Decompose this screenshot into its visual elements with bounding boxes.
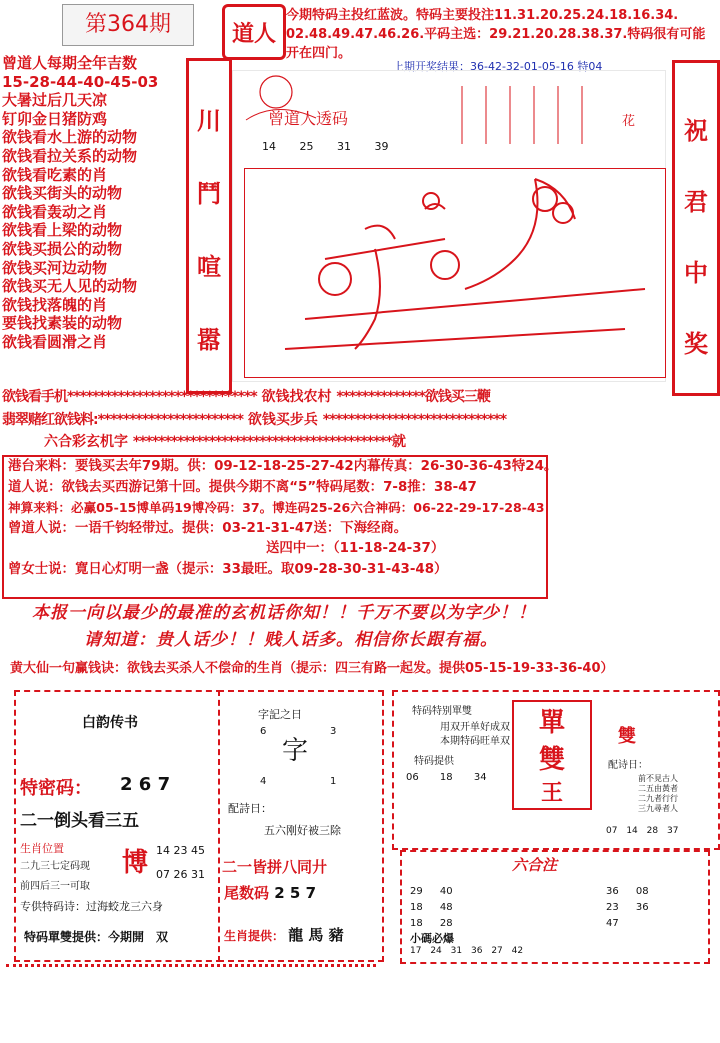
small-number: 31: [450, 946, 463, 956]
left-line: 要钱找素装的动物: [2, 314, 123, 333]
bottom-numbers: [606, 826, 678, 836]
info-line: 神算来料：必赢05-15博单码19博冷码：37。博连码25-26六合神码：06-22-29-17-28-43: [8, 500, 545, 515]
provide-number: 06: [406, 772, 419, 783]
center-number: 31: [337, 140, 351, 153]
provide-number: 18: [439, 772, 453, 783]
bo-char: 博: [122, 848, 149, 878]
info-box: [2, 455, 558, 599]
riddle-line-part: 翡翠赌红欲钱料:***********************: [2, 412, 243, 428]
grid-number: 23: [606, 902, 619, 913]
zodiac-value: 龍 馬 豬: [288, 926, 344, 944]
riddle-line-part: *****************************************就: [132, 434, 406, 450]
riddle-line-part: *****************************: [322, 412, 507, 428]
grid-number: 36: [606, 886, 619, 897]
small-number: 42: [511, 946, 524, 956]
panel-title: 特码特别單雙: [412, 706, 472, 717]
scroll-char: 喧: [197, 253, 221, 281]
scroll-char: 鬥: [197, 180, 221, 208]
poem-label: 配诗日：: [608, 760, 648, 771]
poem-label: 配詩日：: [228, 802, 272, 815]
grid-number: 18: [410, 918, 423, 929]
left-line: 15-28-44-40-45-03: [2, 72, 159, 91]
bottom-right-lower-panel: [400, 850, 710, 964]
grid-number: 36: [635, 902, 649, 913]
info-line: 送四中一：（11-18-24-37）: [266, 541, 445, 556]
panel-sub: 本期特码旺单双: [440, 736, 510, 747]
scroll-char: 君: [684, 188, 708, 216]
riddle-line-part: 六合彩玄机字: [44, 434, 128, 450]
left-line: 欲钱看吃素的肖: [2, 165, 108, 184]
big-char: 王: [540, 781, 563, 806]
scroll-char: 川: [197, 107, 221, 135]
small-number: 6: [260, 726, 267, 737]
left-line: 曾道人每期全年吉数: [2, 54, 138, 72]
double-label: 特码單雙提供：: [24, 930, 109, 944]
riddle-line: [2, 409, 718, 429]
flower-tag: 花: [622, 114, 636, 129]
announce-line: 开在四门。: [286, 46, 352, 61]
carrier-illustration: [245, 169, 665, 377]
announcement: [286, 6, 718, 63]
shuang-char: 雙: [618, 726, 636, 747]
number-grid: [410, 884, 453, 932]
panel-title: 字記之日: [258, 708, 302, 721]
center-title: 曾道人透码: [268, 109, 349, 128]
tema-value: 2 6 7: [120, 774, 171, 795]
grid-number: 47: [606, 918, 619, 929]
small-number: 36: [470, 946, 483, 956]
grid-number: 29: [410, 886, 423, 897]
info-line: 曾道人说：一语千钧轻带过。提供：03-21-31-47送：下海经商。: [8, 520, 408, 536]
slogan-line: 请知道：贵人话少！！贱人话多。相信你长跟有福。: [84, 630, 498, 650]
poem-line: 三九尋者人: [638, 804, 678, 813]
center-number: 14: [262, 140, 276, 153]
left-line: 欲钱看轰动之肖: [2, 202, 108, 221]
left-line: 欲钱看上梁的动物: [2, 221, 123, 240]
dan-shuang-box: [512, 700, 592, 810]
position-label: 生肖位置: [20, 842, 64, 855]
tail-value: 2 5 7: [274, 884, 317, 902]
small-number: 1: [330, 776, 337, 787]
logo-text: 道人: [231, 21, 276, 47]
special-poem: 专供特码诗：过海蛟龙三六身: [20, 900, 163, 913]
bottom-number: 28: [646, 826, 659, 836]
poem-line: 二五由黃者: [638, 784, 678, 793]
right-scroll: [672, 60, 720, 396]
small-number: 27: [491, 946, 503, 956]
center-number: 39: [374, 140, 389, 153]
hint-line: 黄大仙一句赢钱诀：欲钱去买杀人不偿命的生肖（提示：四三有路一起发。提供05-15-19-33-36-40）: [10, 661, 614, 676]
double-value: 今期開 双: [108, 930, 169, 944]
riddle-line-part: 欲钱找农村: [261, 389, 332, 405]
poem-line: 二九者行行: [638, 794, 678, 803]
bottom-number: 37: [666, 826, 679, 836]
left-riddle-list: [2, 54, 188, 352]
big-char: 字: [282, 736, 309, 766]
illustration-frame: [244, 168, 666, 378]
small-number: 17: [410, 946, 422, 956]
poem-lines: [638, 774, 678, 814]
zodiac-line: [224, 924, 344, 945]
bottom-number: 07: [606, 826, 618, 836]
slogan-line: 本报一向以最少的最准的玄机话你知！！千万不要以为字少！！: [32, 603, 536, 623]
small-number: 3: [330, 726, 337, 737]
scroll-char: 嚣: [197, 326, 221, 354]
double-line: [24, 928, 168, 945]
info-line: 曾女士说：寛日心灯明一盏（提示：33最旺。取09-28-30-31-43-48）: [8, 561, 448, 577]
scroll-char: 中: [684, 259, 708, 287]
riddle-line: [44, 431, 714, 451]
left-line: 欲钱看水上游的动物: [2, 128, 138, 147]
left-line: 钉卯金日猪防鸡: [2, 109, 108, 128]
riddle-line: [2, 386, 718, 406]
bottom-right-top-panel: [392, 690, 720, 850]
last-result: 上期开奖结果：36-42-32-01-05-16 特04: [393, 60, 603, 73]
announce-line: 02.48.49.47.46.26.平码主选：29.21.20.28.38.37.特码很有可能: [286, 27, 706, 42]
left-line: 欲钱买无人见的动物: [2, 277, 138, 296]
riddle-line-part: **************欲钱买三鞭: [336, 389, 490, 405]
grid-number: 18: [410, 902, 423, 913]
left-line: 大暑过后几天凉: [2, 91, 108, 110]
small-label: 小碼必爆: [410, 932, 454, 945]
position-text: 二九三七定码现: [20, 861, 90, 872]
big-char: 雙: [538, 745, 565, 775]
scroll-char: 祝: [684, 117, 708, 145]
vertical-text-block: [452, 80, 612, 150]
bo-numbers: 07 26 31: [156, 868, 205, 881]
issue-number: 第364期: [62, 4, 194, 46]
bottom-middle-panel: [218, 690, 384, 962]
tail-label: 尾数码: [224, 884, 270, 902]
tail-line: [224, 882, 316, 903]
number-grid: [606, 884, 649, 932]
bottom-left-panel: [14, 690, 222, 962]
panel-sub: 用双开单好成双: [440, 722, 510, 733]
poem: 五六刚好被三除: [264, 824, 341, 837]
scroll-char: 奖: [684, 330, 708, 358]
riddle-line-part: 欲钱看手机******************************: [2, 389, 257, 405]
panel-title: 白韵传书: [82, 715, 138, 731]
small-numbers: [410, 946, 523, 956]
grid-number: 28: [439, 918, 453, 929]
zodiac-label: 生肖提供：: [224, 929, 285, 943]
panel-title: 六合注: [512, 856, 558, 874]
center-numbers: [262, 140, 389, 153]
small-number: 24: [430, 946, 442, 956]
left-scroll: [186, 58, 232, 394]
tema-label: 特密码：: [20, 778, 92, 799]
divider: [6, 964, 376, 967]
left-line: 欲钱买街头的动物: [2, 184, 123, 203]
grid-number: 08: [635, 886, 649, 897]
provide-number: 34: [473, 772, 487, 783]
bottom-number: 14: [626, 826, 638, 836]
grid-number: 40: [439, 886, 453, 897]
info-line: 道人说：欲钱去买西游记第十回。提供今期不离“5”特码尾数：7-8推：38-47: [8, 479, 477, 495]
announce-line: 今期特码主投红蓝波。特码主要投注11.31.20.25.24.18.16.34.: [286, 8, 679, 23]
position-text: 前四后三一可取: [20, 881, 90, 892]
big-char: 單: [538, 708, 565, 738]
left-line: 欲钱买河边动物: [2, 258, 108, 277]
logo: [222, 4, 286, 60]
left-line: 欲钱看圆滑之肖: [2, 332, 108, 351]
left-line: 欲钱买损公的动物: [2, 239, 123, 258]
phrase: 二一倒头看三五: [20, 811, 139, 831]
left-line: 欲钱看拉关系的动物: [2, 146, 138, 165]
left-line: 欲钱找落魄的肖: [2, 295, 108, 314]
provide-label: 特码提供: [414, 756, 454, 767]
big-line: 二一皆拼八同廾: [222, 858, 328, 876]
riddle-line-part: 欲钱买步兵: [247, 412, 318, 428]
center-number: 25: [299, 140, 314, 153]
bo-numbers: 14 23 45: [156, 844, 205, 857]
info-line: 港台来料：要钱买去年79期。供：09-12-18-25-27-42内幕传真：26-30-36-43特24。: [8, 459, 558, 474]
poem-line: 前不見古人: [638, 774, 678, 783]
small-number: 4: [260, 776, 267, 787]
provide-numbers: [406, 772, 487, 783]
grid-number: 48: [439, 902, 453, 913]
